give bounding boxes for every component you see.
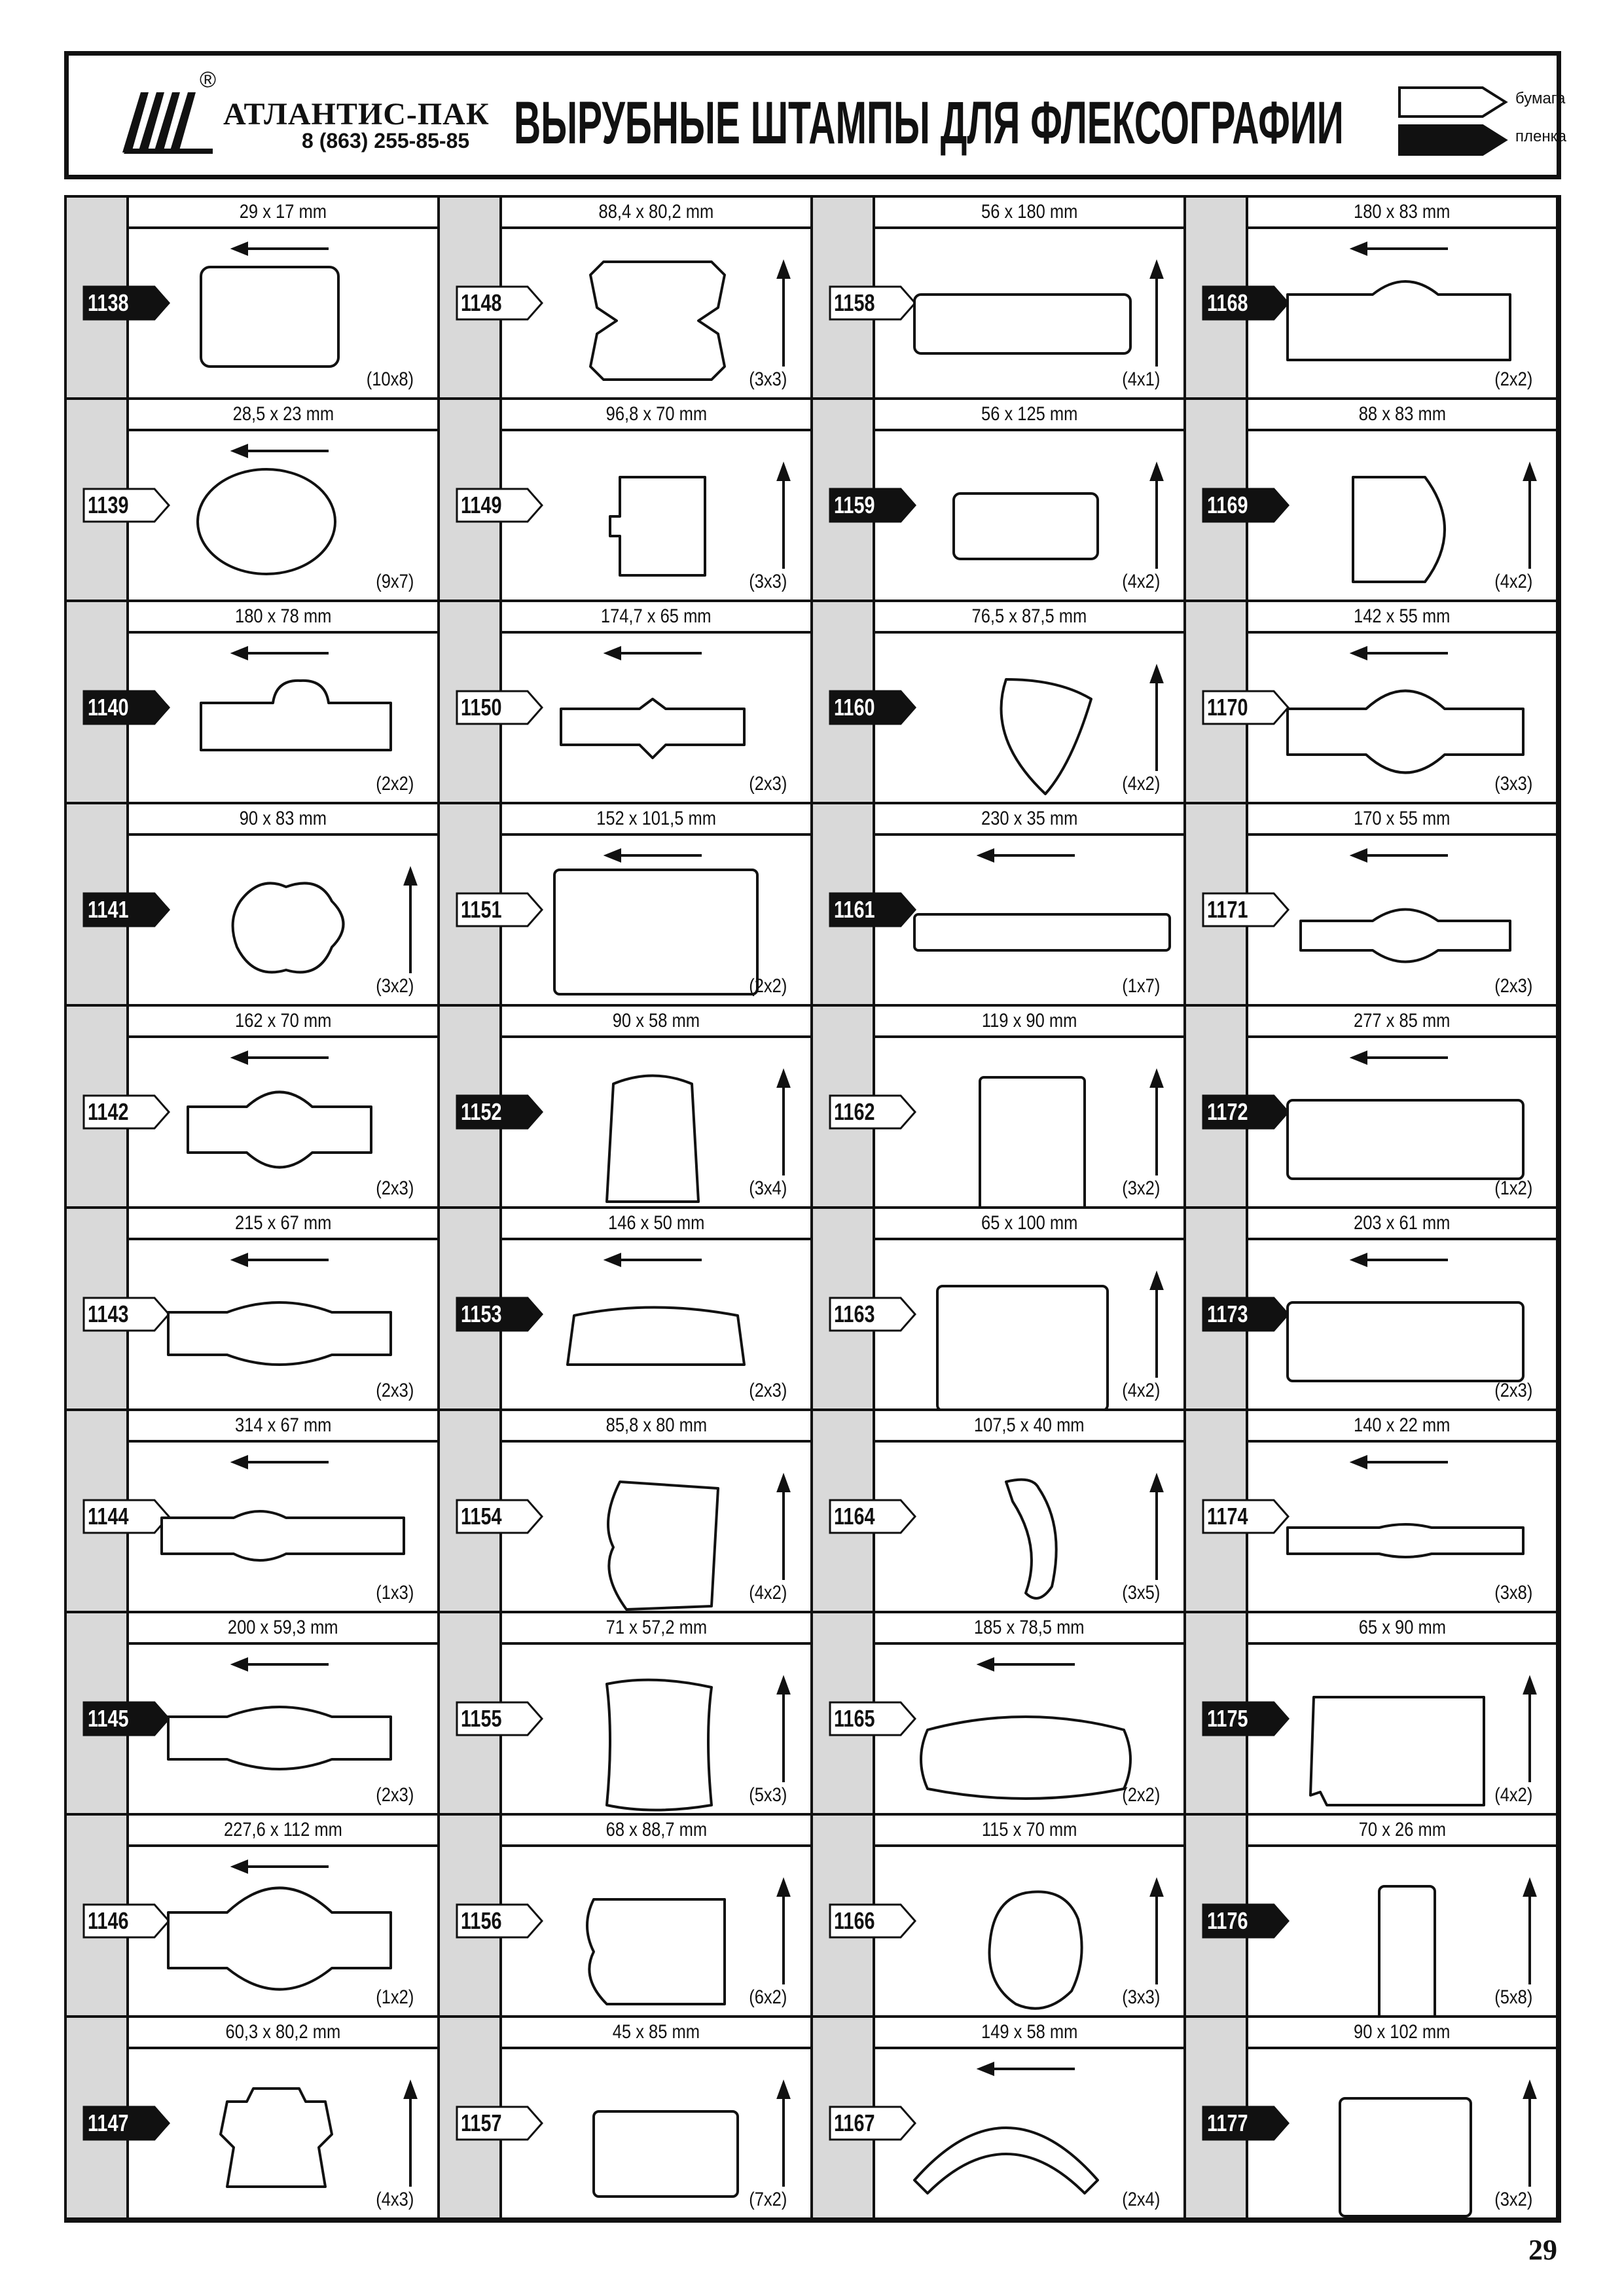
stamp-dimensions-text: 185 x 78,5 mm xyxy=(974,1617,1085,1638)
direction-arrow-up-icon xyxy=(778,2083,789,2187)
stamp-layout: (7x2) xyxy=(748,2189,787,2210)
stamp-number: 1165 xyxy=(834,1705,875,1732)
stamp-number: 1152 xyxy=(461,1098,502,1125)
direction-arrow-up-icon xyxy=(1525,2083,1535,2187)
stamp-dimensions-text: 90 x 58 mm xyxy=(612,1010,700,1031)
stamp-dimensions-text: 56 x 180 mm xyxy=(981,201,1078,223)
stamp-layout: (2x3) xyxy=(375,1380,414,1401)
stamp-cell-1156 xyxy=(440,1816,813,2018)
stamp-dimensions-text: 88,4 x 80,2 mm xyxy=(598,201,714,223)
stamp-dimensions xyxy=(129,804,437,836)
stamp-dimensions-text: 180 x 83 mm xyxy=(1354,201,1451,223)
stamp-cell-1167 xyxy=(813,2018,1186,2220)
stamp-dimensions-text: 230 x 35 mm xyxy=(981,808,1078,829)
page-number: 29 xyxy=(1528,2234,1557,2266)
stamp-dimensions-text: 152 x 101,5 mm xyxy=(596,808,716,829)
stamp-dimensions-text: 314 x 67 mm xyxy=(234,1414,332,1436)
stamp-layout: (1x2) xyxy=(375,1986,414,2008)
stamp-dimensions-text: 65 x 90 mm xyxy=(1358,1617,1446,1638)
stamp-layout: (10x8) xyxy=(366,368,414,390)
stamp-number: 1176 xyxy=(1207,1907,1248,1934)
direction-arrow-left-icon xyxy=(1353,1255,1448,1265)
stamp-cell-1148 xyxy=(440,198,813,400)
stamp-cell-1165 xyxy=(813,1613,1186,1816)
stamp-number: 1174 xyxy=(1207,1503,1248,1530)
stamp-number: 1173 xyxy=(1207,1300,1248,1327)
stamp-dimensions-text: 45 x 85 mm xyxy=(612,2021,700,2043)
direction-arrow-up-icon xyxy=(1151,1477,1162,1580)
direction-arrow-left-icon xyxy=(234,1457,329,1467)
registered-mark: ® xyxy=(200,67,217,92)
stamp-cell-1145 xyxy=(67,1613,440,1816)
stamp-cell-1157 xyxy=(440,2018,813,2220)
stamp-number: 1169 xyxy=(1207,492,1248,518)
stamp-cell-1159 xyxy=(813,400,1186,602)
stamp-cell-1144 xyxy=(67,1411,440,1613)
page-title: ВЫРУБНЫЕ ШТАМПЫ ДЛЯ ФЛЕКСОГРАФИИ xyxy=(514,90,1344,156)
direction-arrow-up-icon xyxy=(778,1881,789,1984)
stamp-catalog-grid xyxy=(64,195,1561,2223)
stamp-layout: (4x2) xyxy=(1494,571,1532,592)
page-header xyxy=(64,51,1566,179)
stamp-dimensions xyxy=(1248,602,1556,634)
stamp-dimensions xyxy=(502,1209,810,1240)
stamp-number: 1162 xyxy=(834,1098,875,1125)
stamp-cell-1142 xyxy=(67,1007,440,1209)
direction-arrow-up-icon xyxy=(778,1679,789,1782)
stamp-dimensions xyxy=(129,198,437,229)
stamp-number: 1177 xyxy=(1207,2109,1248,2136)
stamp-dimensions-text: 149 x 58 mm xyxy=(981,2021,1078,2043)
stamp-dimensions-text: 215 x 67 mm xyxy=(234,1212,332,1234)
stamp-dimensions-text: 96,8 x 70 mm xyxy=(605,403,707,425)
stamp-cell-1174 xyxy=(1186,1411,1559,1613)
stamp-layout: (3x5) xyxy=(1121,1582,1160,1604)
stamp-number: 1149 xyxy=(461,492,502,518)
direction-arrow-left-icon xyxy=(1353,648,1448,658)
stamp-number: 1142 xyxy=(88,1098,129,1125)
direction-arrow-up-icon xyxy=(1151,263,1162,367)
stamp-number: 1143 xyxy=(88,1300,129,1327)
stamp-layout: (4x2) xyxy=(1121,773,1160,795)
stamp-number: 1156 xyxy=(461,1907,502,1934)
stamp-cell-1176 xyxy=(1186,1816,1559,2018)
stamp-number: 1166 xyxy=(834,1907,875,1934)
stamp-dimensions xyxy=(129,602,437,634)
stamp-cell-1158 xyxy=(813,198,1186,400)
stamp-cell-1140 xyxy=(67,602,440,804)
stamp-dimensions xyxy=(502,602,810,634)
legend-film-label: пленка xyxy=(1515,128,1566,145)
stamp-dimensions-text: 203 x 61 mm xyxy=(1354,1212,1451,1234)
stamp-cell-1170 xyxy=(1186,602,1559,804)
stamp-dimensions xyxy=(1248,2018,1556,2049)
stamp-layout: (3x3) xyxy=(748,571,787,592)
stamp-number: 1171 xyxy=(1207,896,1248,923)
stamp-cell-1168 xyxy=(1186,198,1559,400)
stamp-cell-1171 xyxy=(1186,804,1559,1007)
stamp-layout: (4x3) xyxy=(375,2189,414,2210)
stamp-layout: (2x2) xyxy=(375,773,414,795)
stamp-dimensions xyxy=(875,804,1183,836)
direction-arrow-left-icon xyxy=(234,1861,329,1872)
stamp-number: 1148 xyxy=(461,289,502,316)
direction-arrow-left-icon xyxy=(234,1052,329,1063)
stamp-number: 1168 xyxy=(1207,289,1248,316)
stamp-dimensions xyxy=(129,1007,437,1038)
stamp-cell-1173 xyxy=(1186,1209,1559,1411)
stamp-dimensions xyxy=(1248,1816,1556,1847)
stamp-cell-1139 xyxy=(67,400,440,602)
stamp-dimensions xyxy=(1248,400,1556,431)
stamp-dimensions xyxy=(1248,1007,1556,1038)
stamp-dimensions-text: 107,5 x 40 mm xyxy=(974,1414,1085,1436)
stamp-layout: (6x2) xyxy=(748,1986,787,2008)
legend-paper-label: бумага xyxy=(1515,90,1566,107)
stamp-dimensions xyxy=(1248,1209,1556,1240)
stamp-dimensions xyxy=(875,1816,1183,1847)
stamp-layout: (1x3) xyxy=(375,1582,414,1604)
direction-arrow-left-icon xyxy=(234,243,329,254)
stamp-dimensions-text: 146 x 50 mm xyxy=(607,1212,705,1234)
stamp-layout: (4x2) xyxy=(1121,571,1160,592)
stamp-cell-1151 xyxy=(440,804,813,1007)
stamp-layout: (3x3) xyxy=(748,368,787,390)
stamp-cell-1154 xyxy=(440,1411,813,1613)
stamp-dimensions xyxy=(875,400,1183,431)
stamp-cell-1155 xyxy=(440,1613,813,1816)
stamp-number: 1160 xyxy=(834,694,875,721)
stamp-layout: (2x3) xyxy=(375,1177,414,1199)
stamp-dimensions-text: 142 x 55 mm xyxy=(1354,605,1451,627)
direction-arrow-left-icon xyxy=(234,648,329,658)
stamp-dimensions xyxy=(129,1411,437,1443)
stamp-dimensions-text: 115 x 70 mm xyxy=(981,1819,1077,1840)
stamp-cell-1143 xyxy=(67,1209,440,1411)
company-name: АТЛАНТИС-ПАК xyxy=(223,97,490,132)
stamp-dimensions-text: 140 x 22 mm xyxy=(1354,1414,1451,1436)
stamp-dimensions-text: 90 x 102 mm xyxy=(1354,2021,1451,2043)
stamp-dimensions xyxy=(502,1816,810,1847)
stamp-cell-1146 xyxy=(67,1816,440,2018)
stamp-dimensions xyxy=(502,198,810,229)
stamp-dimensions-text: 174,7 x 65 mm xyxy=(601,605,712,627)
stamp-dimensions xyxy=(129,1816,437,1847)
direction-arrow-up-icon xyxy=(778,263,789,367)
stamp-dimensions-text: 88 x 83 mm xyxy=(1358,403,1446,425)
stamp-number: 1138 xyxy=(88,289,129,316)
stamp-layout: (1x2) xyxy=(1494,1177,1532,1199)
stamp-layout: (4x2) xyxy=(1121,1380,1160,1401)
stamp-cell-1160 xyxy=(813,602,1186,804)
direction-arrow-left-icon xyxy=(1353,243,1448,254)
stamp-layout: (3x4) xyxy=(748,1177,787,1199)
stamp-dimensions-text: 28,5 x 23 mm xyxy=(232,403,334,425)
stamp-layout: (3x2) xyxy=(1121,1177,1160,1199)
stamp-number: 1141 xyxy=(88,896,129,923)
stamp-dimensions xyxy=(502,1411,810,1443)
stamp-number: 1175 xyxy=(1207,1705,1248,1732)
stamp-dimensions-text: 65 x 100 mm xyxy=(981,1212,1078,1234)
direction-arrow-left-icon xyxy=(1353,1052,1448,1063)
stamp-dimensions xyxy=(875,1613,1183,1645)
stamp-number: 1158 xyxy=(834,289,875,316)
stamp-number: 1150 xyxy=(461,694,502,721)
company-phone: 8 (863) 255-85-85 xyxy=(302,129,470,152)
stamp-cell-1150 xyxy=(440,602,813,804)
direction-arrow-up-icon xyxy=(1151,1881,1162,1984)
stamp-dimensions-text: 200 x 59,3 mm xyxy=(228,1617,338,1638)
stamp-cell-1161 xyxy=(813,804,1186,1007)
stamp-dimensions xyxy=(1248,804,1556,836)
direction-arrow-left-icon xyxy=(234,446,329,456)
stamp-layout: (2x2) xyxy=(1121,1784,1160,1806)
stamp-layout: (2x3) xyxy=(748,773,787,795)
direction-arrow-up-icon xyxy=(405,870,416,973)
stamp-dimensions xyxy=(502,2018,810,2049)
stamp-layout: (4x1) xyxy=(1121,368,1160,390)
stamp-dimensions-text: 29 x 17 mm xyxy=(239,201,327,223)
stamp-number: 1154 xyxy=(461,1503,502,1530)
stamp-layout: (4x2) xyxy=(1494,1784,1532,1806)
stamp-number: 1145 xyxy=(88,1705,129,1732)
direction-arrow-up-icon xyxy=(778,1072,789,1175)
stamp-dimensions xyxy=(1248,1613,1556,1645)
stamp-cell-1138 xyxy=(67,198,440,400)
stamp-dimensions xyxy=(875,1209,1183,1240)
stamp-number: 1167 xyxy=(834,2109,875,2136)
stamp-dimensions-text: 60,3 x 80,2 mm xyxy=(225,2021,341,2043)
stamp-cell-1169 xyxy=(1186,400,1559,602)
stamp-cell-1162 xyxy=(813,1007,1186,1209)
stamp-dimensions-text: 119 x 90 mm xyxy=(981,1010,1077,1031)
direction-arrow-left-icon xyxy=(1353,850,1448,861)
stamp-dimensions-text: 76,5 x 87,5 mm xyxy=(971,605,1087,627)
direction-arrow-up-icon xyxy=(1151,1072,1162,1175)
stamp-layout: (2x3) xyxy=(748,1380,787,1401)
stamp-layout: (3x3) xyxy=(1121,1986,1160,2008)
stamp-layout: (3x2) xyxy=(375,975,414,997)
stamp-number: 1139 xyxy=(88,492,129,518)
direction-arrow-left-icon xyxy=(234,1255,329,1265)
stamp-layout: (2x3) xyxy=(1494,1380,1532,1401)
stamp-cell-1152 xyxy=(440,1007,813,1209)
direction-arrow-up-icon xyxy=(778,1477,789,1580)
direction-arrow-left-icon xyxy=(607,1255,702,1265)
stamp-number: 1172 xyxy=(1207,1098,1248,1125)
stamp-dimensions xyxy=(1248,198,1556,229)
stamp-number: 1147 xyxy=(88,2109,129,2136)
stamp-dimensions xyxy=(875,2018,1183,2049)
direction-arrow-up-icon xyxy=(1525,465,1535,569)
stamp-dimensions-text: 162 x 70 mm xyxy=(234,1010,332,1031)
stamp-dimensions-text: 85,8 x 80 mm xyxy=(605,1414,707,1436)
film-swatch-icon xyxy=(1398,124,1509,156)
stamp-layout: (2x2) xyxy=(748,975,787,997)
stamp-cell-1175 xyxy=(1186,1613,1559,1816)
stamp-number: 1164 xyxy=(834,1503,875,1530)
direction-arrow-up-icon xyxy=(1525,1679,1535,1782)
stamp-dimensions-text: 227,6 x 112 mm xyxy=(224,1819,342,1840)
stamp-layout: (3x2) xyxy=(1494,2189,1532,2210)
direction-arrow-left-icon xyxy=(607,850,702,861)
stamp-cell-1163 xyxy=(813,1209,1186,1411)
stamp-cell-1177 xyxy=(1186,2018,1559,2220)
stamp-dimensions-text: 277 x 85 mm xyxy=(1354,1010,1451,1031)
stamp-dimensions xyxy=(875,602,1183,634)
material-legend xyxy=(1398,82,1566,160)
direction-arrow-left-icon xyxy=(234,1659,329,1670)
direction-arrow-left-icon xyxy=(980,850,1075,861)
direction-arrow-up-icon xyxy=(1151,1274,1162,1378)
stamp-number: 1159 xyxy=(834,492,875,518)
stamp-cell-1149 xyxy=(440,400,813,602)
stamp-dimensions xyxy=(129,1613,437,1645)
stamp-number: 1163 xyxy=(834,1300,875,1327)
direction-arrow-up-icon xyxy=(1151,465,1162,569)
stamp-layout: (2x3) xyxy=(1494,975,1532,997)
stamp-number: 1151 xyxy=(461,896,502,923)
stamp-dimensions-text: 180 x 78 mm xyxy=(234,605,332,627)
stamp-dimensions-text: 71 x 57,2 mm xyxy=(605,1617,707,1638)
stamp-number: 1144 xyxy=(88,1503,129,1530)
direction-arrow-up-icon xyxy=(1525,1881,1535,1984)
direction-arrow-up-icon xyxy=(405,2083,416,2187)
stamp-layout: (5x3) xyxy=(748,1784,787,1806)
direction-arrow-up-icon xyxy=(778,465,789,569)
stamp-dimensions xyxy=(875,1411,1183,1443)
stamp-number: 1170 xyxy=(1207,694,1248,721)
stamp-dimensions xyxy=(129,1209,437,1240)
stamp-layout: (4x2) xyxy=(748,1582,787,1604)
direction-arrow-left-icon xyxy=(1353,1457,1448,1467)
stamp-dimensions-text: 56 x 125 mm xyxy=(981,403,1078,425)
stamp-layout: (2x4) xyxy=(1121,2189,1160,2210)
stamp-layout: (2x3) xyxy=(375,1784,414,1806)
stamp-dimensions-text: 70 x 26 mm xyxy=(1358,1819,1446,1840)
paper-swatch-icon xyxy=(1398,86,1509,118)
stamp-dimensions xyxy=(1248,1411,1556,1443)
stamp-layout: (9x7) xyxy=(375,571,414,592)
direction-arrow-left-icon xyxy=(980,2064,1075,2074)
stamp-number: 1155 xyxy=(461,1705,502,1732)
stamp-dimensions xyxy=(129,400,437,431)
stamp-cell-1141 xyxy=(67,804,440,1007)
stamp-cell-1172 xyxy=(1186,1007,1559,1209)
stamp-cell-1153 xyxy=(440,1209,813,1411)
stamp-number: 1157 xyxy=(461,2109,502,2136)
stamp-number: 1153 xyxy=(461,1300,502,1327)
stamp-number: 1146 xyxy=(88,1907,129,1934)
stamp-dimensions xyxy=(875,1007,1183,1038)
stamp-dimensions xyxy=(502,804,810,836)
direction-arrow-left-icon xyxy=(980,1659,1075,1670)
stamp-layout: (1x7) xyxy=(1121,975,1160,997)
stamp-dimensions xyxy=(502,400,810,431)
stamp-number: 1161 xyxy=(834,896,875,923)
stamp-dimensions-text: 90 x 83 mm xyxy=(239,808,327,829)
stamp-layout: (3x3) xyxy=(1494,773,1532,795)
stamp-dimensions-text: 68 x 88,7 mm xyxy=(605,1819,707,1840)
stamp-dimensions-text: 170 x 55 mm xyxy=(1354,808,1451,829)
direction-arrow-left-icon xyxy=(607,648,702,658)
stamp-layout: (5x8) xyxy=(1494,1986,1532,2008)
stamp-cell-1166 xyxy=(813,1816,1186,2018)
stamp-dimensions xyxy=(129,2018,437,2049)
stamp-cell-1164 xyxy=(813,1411,1186,1613)
stamp-dimensions xyxy=(875,198,1183,229)
direction-arrow-up-icon xyxy=(1151,668,1162,771)
stamp-layout: (2x2) xyxy=(1494,368,1532,390)
stamp-cell-1147 xyxy=(67,2018,440,2220)
stamp-number: 1140 xyxy=(88,694,129,721)
stamp-dimensions xyxy=(502,1007,810,1038)
stamp-layout: (3x8) xyxy=(1494,1582,1532,1604)
stamp-dimensions xyxy=(502,1613,810,1645)
